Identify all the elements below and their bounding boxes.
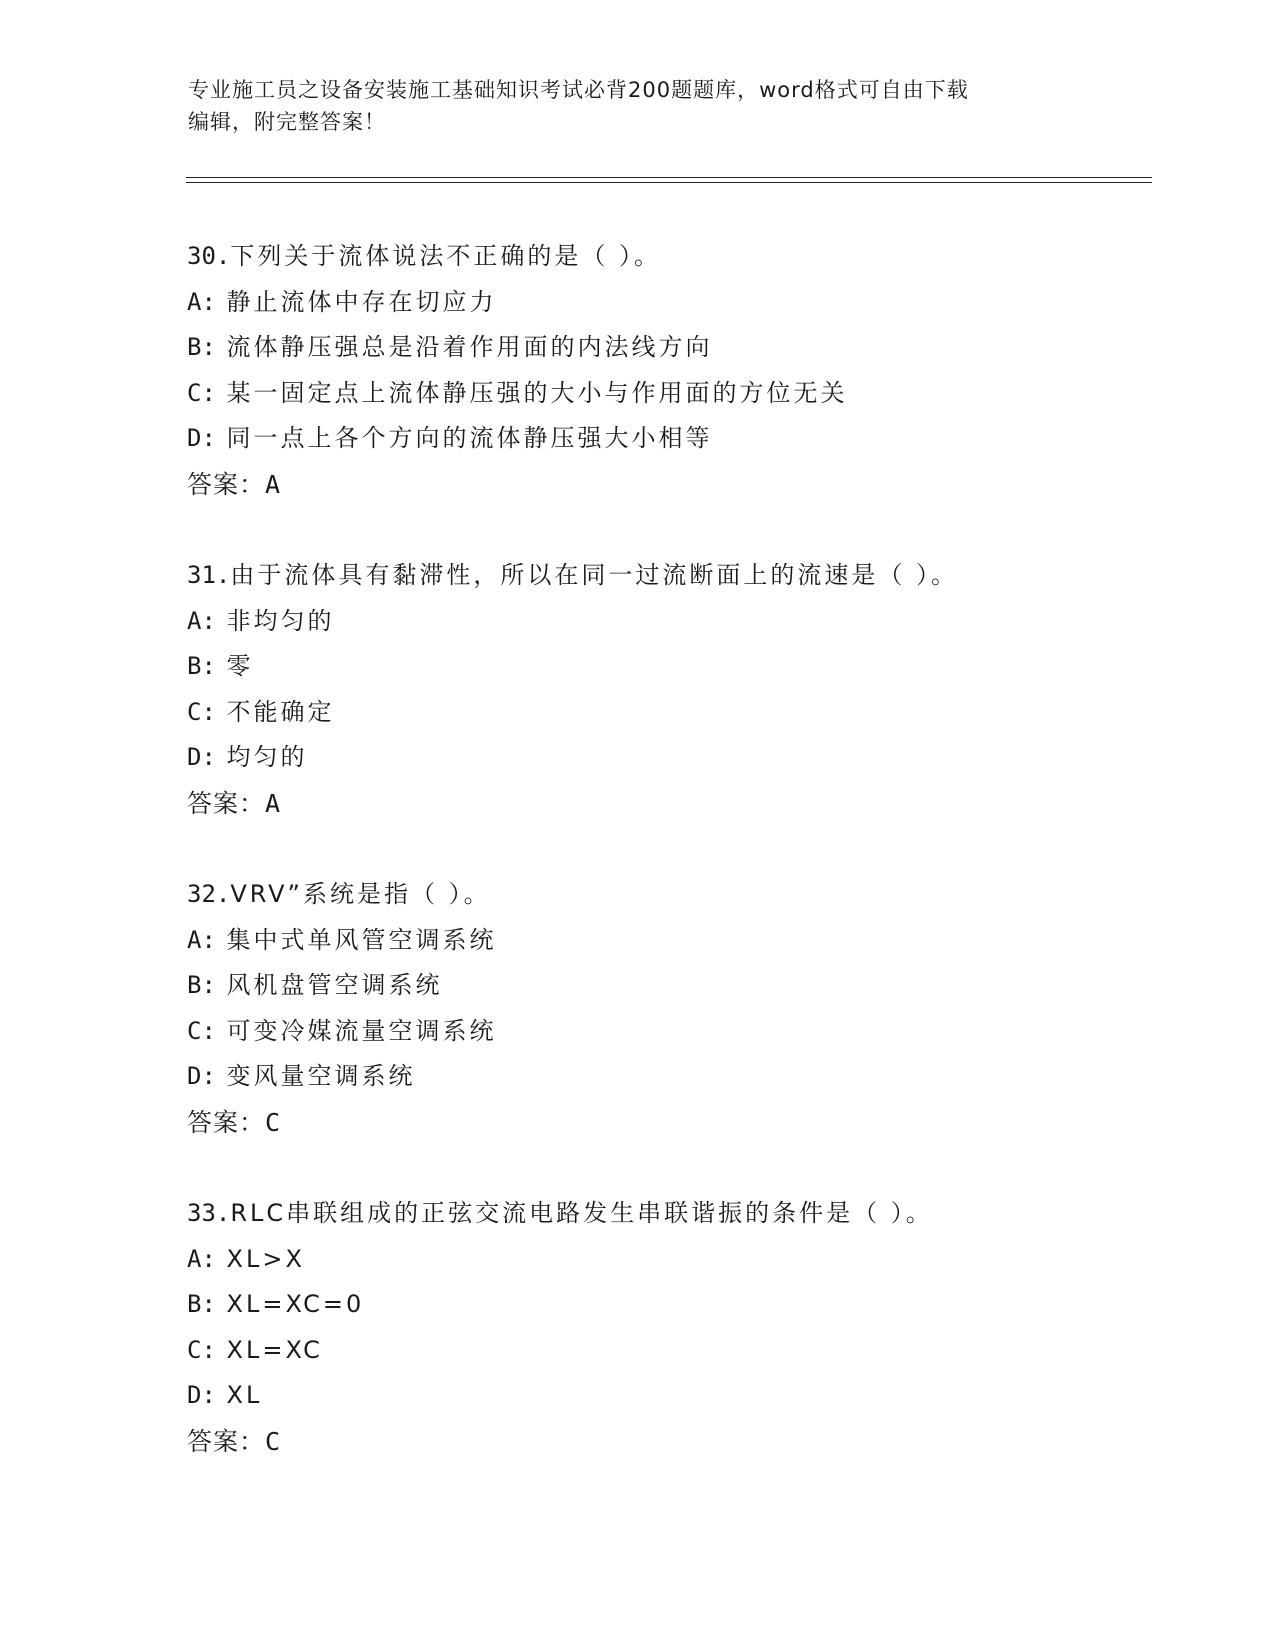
option-d	[187, 735, 1167, 781]
option-text: XL	[226, 1381, 263, 1409]
option-text: 流体静压强总是沿着作用面的内法线方向	[226, 333, 713, 361]
option-b	[187, 1282, 1167, 1328]
option-b	[187, 963, 1167, 1009]
option-text: 零	[226, 652, 254, 680]
answer-line	[187, 781, 1167, 827]
option-letter: A:	[187, 925, 216, 954]
option-letter: D:	[187, 743, 216, 771]
option-letter: A:	[187, 287, 216, 316]
answer-line	[187, 462, 1167, 508]
question-number: 32.	[187, 880, 231, 908]
option-letter: C:	[187, 1016, 216, 1045]
option-text: 集中式单风管空调系统	[226, 925, 497, 954]
option-text: XL=XC	[226, 1335, 323, 1364]
question-30	[187, 234, 1167, 507]
question-stem	[187, 872, 1167, 918]
option-text: 风机盘管空调系统	[226, 971, 443, 999]
question-text: 由于流体具有黏滞性，所以在同一过流断面上的流速是（ ）。	[230, 561, 958, 589]
option-c	[187, 1009, 1167, 1055]
answer-line	[187, 1419, 1167, 1465]
option-d	[187, 1373, 1167, 1419]
question-text: 下列关于流体说法不正确的是（ ）。	[230, 242, 661, 270]
option-letter: D:	[187, 1381, 216, 1409]
option-text: 变风量空调系统	[226, 1062, 416, 1090]
question-number: 30.	[187, 242, 231, 270]
option-text: 静止流体中存在切应力	[226, 287, 497, 316]
answer-label: 答案：	[187, 1426, 266, 1456]
question-number: 33.	[187, 1199, 231, 1227]
question-31	[187, 553, 1167, 826]
answer-label: 答案：	[187, 1107, 266, 1137]
option-text: XL>X	[226, 1244, 305, 1273]
option-letter: D:	[187, 1062, 216, 1090]
option-a	[187, 1237, 1167, 1283]
option-letter: B:	[187, 652, 216, 680]
option-d	[187, 1054, 1167, 1100]
option-letter: A:	[187, 606, 216, 635]
option-letter: D:	[187, 424, 216, 452]
option-a	[187, 918, 1167, 964]
answer-value: C	[265, 1107, 282, 1137]
option-text: 可变冷媒流量空调系统	[226, 1016, 497, 1045]
option-letter: B:	[187, 333, 216, 361]
answer-line	[187, 1100, 1167, 1146]
option-letter: B:	[187, 971, 216, 999]
option-b	[187, 644, 1167, 690]
option-text: 某一固定点上流体静压强的大小与作用面的方位无关	[226, 378, 848, 407]
question-stem	[187, 234, 1167, 280]
option-c	[187, 1328, 1167, 1374]
question-text: RLC串联组成的正弦交流电路发生串联谐振的条件是（ ）。	[230, 1199, 933, 1227]
answer-value: C	[265, 1426, 282, 1456]
option-a	[187, 599, 1167, 645]
question-32	[187, 872, 1167, 1145]
question-number: 31.	[187, 561, 231, 589]
option-letter: C:	[187, 378, 216, 407]
header-divider-bottom	[186, 182, 1152, 183]
option-text: 均匀的	[226, 743, 308, 771]
answer-value: A	[265, 788, 282, 818]
option-text: XL=XC=0	[226, 1290, 365, 1318]
option-a	[187, 280, 1167, 326]
question-stem	[187, 553, 1167, 599]
question-text: VRV”系统是指（ ）。	[230, 880, 491, 908]
option-text: 非均匀的	[226, 606, 335, 635]
question-33	[187, 1191, 1167, 1464]
option-b	[187, 325, 1167, 371]
header-divider-top	[186, 177, 1152, 178]
option-letter: A:	[187, 1244, 216, 1273]
header-line-1: 专业施工员之设备安装施工基础知识考试必背200题题库，word格式可自由下载	[188, 78, 969, 102]
option-letter: B:	[187, 1290, 216, 1318]
option-c	[187, 371, 1167, 417]
answer-label: 答案：	[187, 788, 266, 818]
header-line-2: 编辑，附完整答案！	[188, 110, 386, 134]
option-text: 不能确定	[226, 697, 335, 726]
answer-label: 答案：	[187, 469, 266, 499]
option-letter: C:	[187, 1335, 216, 1364]
answer-value: A	[265, 469, 282, 499]
option-c	[187, 690, 1167, 736]
option-text: 同一点上各个方向的流体静压强大小相等	[226, 424, 713, 452]
question-stem	[187, 1191, 1167, 1237]
document-header	[188, 74, 1068, 138]
option-d	[187, 416, 1167, 462]
option-letter: C:	[187, 697, 216, 726]
